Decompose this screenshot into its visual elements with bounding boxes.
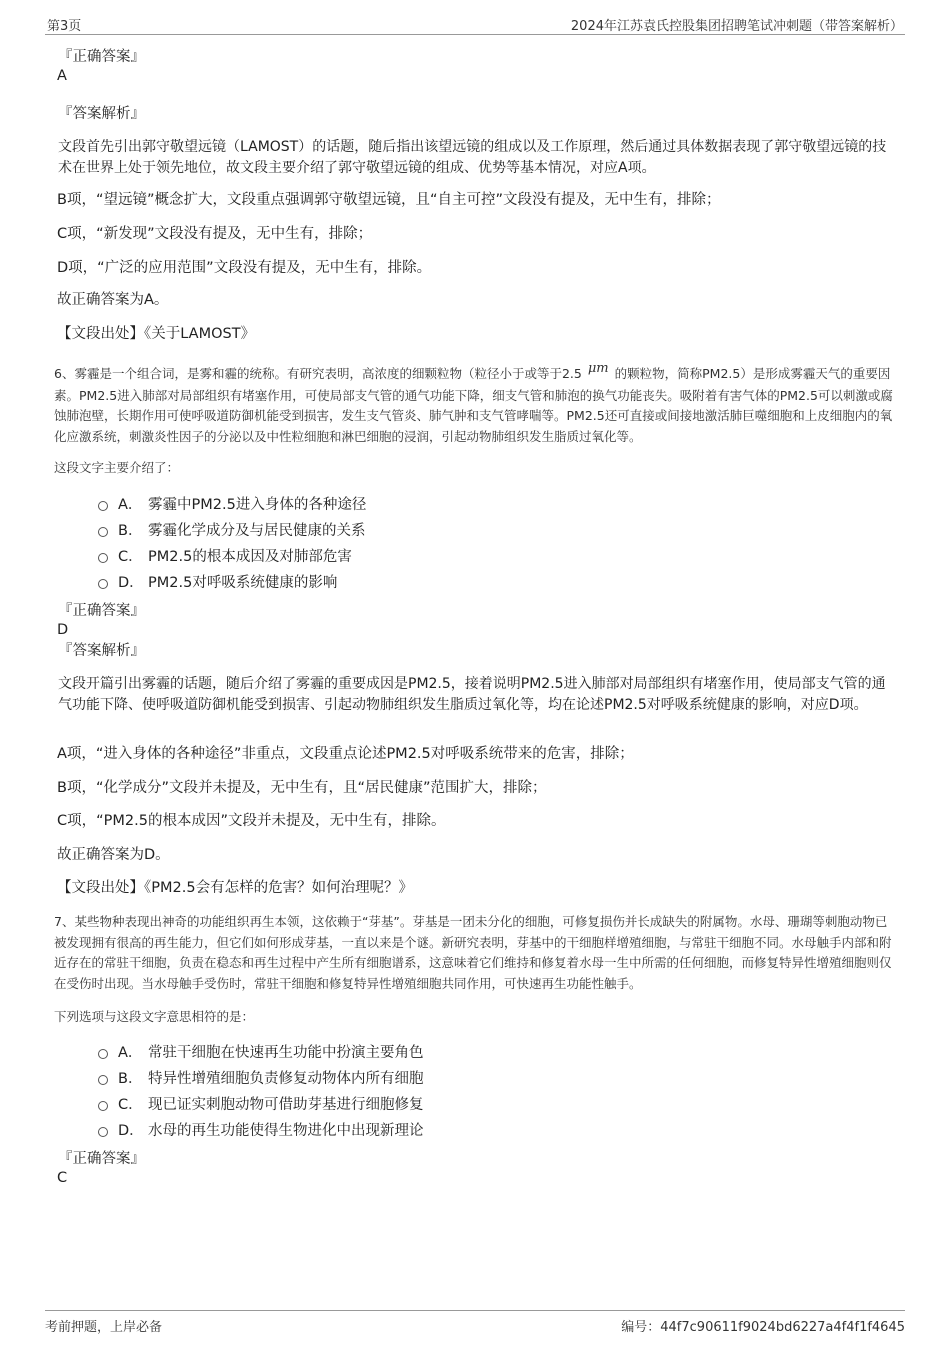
q6-stem-part2: 的颗粒物，简称PM2.5）是形成雾霾天气的重要因素。PM2.5进入肺部对局部组织有堵塞作用，可使局部支气管的通气功能下降，细支气管和肺泡的换气功能丧失。吸附着有害气体的PM2.5可以刺激或腐蚀肺泡壁，长期作用可使呼吸道防御机能受到损害，发生支气管炎、肺气肿和支气管哮喘等。PM2.5还可直接或间接地激活肺巨噬细胞和上皮细胞内的氧化应激系统，刺激炎性因子的分泌以及中性粒细胞和淋巴细胞的浸润，引起动物肺组织发生脂质过氧化等。	[54, 366, 893, 444]
footer-slogan: 考前押题，上岸必备	[45, 1320, 163, 1335]
document-id: 编号：44f7c90611f9024bd6227a4f4f1f4645	[621, 1320, 905, 1335]
q7-stem: 7、某些物种表现出神奇的功能组织再生本领，这依赖于“芽基”。芽基是一团未分化的细胞，可修复损伤并长成缺失的附属物。水母、珊瑚等刺胞动物已被发现拥有很高的再生能力，但它们如何形成芽基，一直以来是个谜。新研究表明，芽基中的干细胞样增殖细胞，与常驻干细胞不同。水母触手内部和附近存在的常驻干细胞，负责在稳态和再生过程中产生所有细胞谱系，这意味着它们维持和修复着水母一生中所需的任何细胞，而修复特异性增殖细胞则仅在受伤时出现。当水母触手受伤时，常驻干细胞和修复特异性增殖细胞共同作用，可快速再生功能性触手。	[54, 914, 892, 991]
q5-analysis-p2: B项，“望远镜”概念扩大，文段重点强调郭守敬望远镜，且“自主可控”文段没有提及，无中生有，排除；	[57, 192, 721, 208]
radio-icon[interactable]	[98, 1049, 108, 1059]
q5-analysis-label: 『答案解析』	[58, 106, 145, 122]
radio-icon[interactable]	[98, 1101, 108, 1111]
q6-answer-label: 『正确答案』	[58, 603, 145, 619]
page-header	[45, 12, 905, 35]
radio-icon[interactable]	[98, 579, 108, 589]
page-number: 第3页	[47, 19, 82, 34]
q6-option-d[interactable]: D． PM2.5对呼吸系统健康的影响	[98, 573, 337, 593]
q6-stem-part1: 6、雾霾是一个组合词，是雾和霾的统称。有研究表明，高浓度的细颗粒物（粒径小于或等于2.5	[54, 366, 582, 381]
radio-icon[interactable]	[98, 501, 108, 511]
q5-answer-label: 『正确答案』	[58, 49, 145, 65]
q6-analysis-p4: C项，“PM2.5的根本成因”文段并未提及，无中生有，排除。	[57, 813, 446, 829]
q7-option-a[interactable]: A． 常驻干细胞在快速再生功能中扮演主要角色	[98, 1043, 424, 1063]
radio-icon[interactable]	[98, 553, 108, 563]
radio-icon[interactable]	[98, 1127, 108, 1137]
q6-stem	[54, 361, 894, 447]
q6-option-a[interactable]: A． 雾霾中PM2.5进入身体的各种途径	[98, 495, 366, 515]
q5-analysis-p5: 故正确答案为A。	[57, 292, 169, 308]
q6-prompt: 这段文字主要介绍了：	[54, 460, 180, 475]
radio-icon[interactable]	[98, 527, 108, 537]
q6-option-b[interactable]: B． 雾霾化学成分及与居民健康的关系	[98, 521, 366, 541]
q7-option-d[interactable]: D． 水母的再生功能使得生物进化中出现新理论	[98, 1121, 424, 1141]
q5-analysis-p3: C项，“新发现”文段没有提及，无中生有，排除；	[57, 226, 373, 242]
q6-analysis-p1: 文段开篇引出雾霾的话题，随后介绍了雾霾的重要成因是PM2.5，接着说明PM2.5进入肺部对局部组织有堵塞作用，使局部支气管的通气功能下降、使呼吸道防御机能受到损害、引起动物肺组织发生脂质过氧化等，均在论述PM2.5对呼吸系统健康的影响，对应D项。	[58, 676, 886, 713]
radio-icon[interactable]	[98, 1075, 108, 1085]
q6-analysis-p5: 故正确答案为D。	[57, 847, 170, 863]
q6-analysis-label: 『答案解析』	[58, 643, 145, 659]
q6-analysis-p3: B项，“化学成分”文段并未提及，无中生有，且“居民健康”范围扩大，排除；	[57, 780, 547, 796]
page-footer	[45, 1310, 905, 1335]
q5-analysis-p1: 文段首先引出郭守敬望远镜（LAMOST）的话题，随后指出该望远镜的组成以及工作原理，然后通过具体数据表现了郭守敬望远镜的技术在世界上处于领先地位，故文段主要介绍了郭守敬望远镜的组成、优势等基本情况，对应A项。	[58, 139, 887, 176]
q7-option-b[interactable]: B． 特异性增殖细胞负责修复动物体内所有细胞	[98, 1069, 424, 1089]
q7-prompt: 下列选项与这段文字意思相符的是：	[54, 1009, 255, 1024]
q5-answer: A	[57, 68, 67, 84]
q6-option-c[interactable]: C． PM2.5的根本成因及对肺部危害	[98, 547, 352, 567]
q6-analysis-p2: A项，“进入身体的各种途径”非重点，文段重点论述PM2.5对呼吸系统带来的危害，排除；	[57, 746, 634, 762]
q7-answer-label: 『正确答案』	[58, 1151, 145, 1167]
document-title: 2024年江苏袁氏控股集团招聘笔试冲刺题（带答案解析）	[570, 19, 903, 34]
q7-option-c[interactable]: C． 现已证实刺胞动物可借助芽基进行细胞修复	[98, 1095, 424, 1115]
q5-source: 【文段出处】《关于LAMOST》	[57, 326, 256, 342]
q5-analysis-p4: D项，“广泛的应用范围”文段没有提及，无中生有，排除。	[57, 260, 432, 276]
q6-answer: D	[57, 622, 69, 638]
q6-source: 【文段出处】《PM2.5会有怎样的危害？如何治理呢？》	[57, 880, 414, 896]
q7-answer: C	[57, 1170, 68, 1186]
q6-unit: μm	[587, 361, 609, 376]
